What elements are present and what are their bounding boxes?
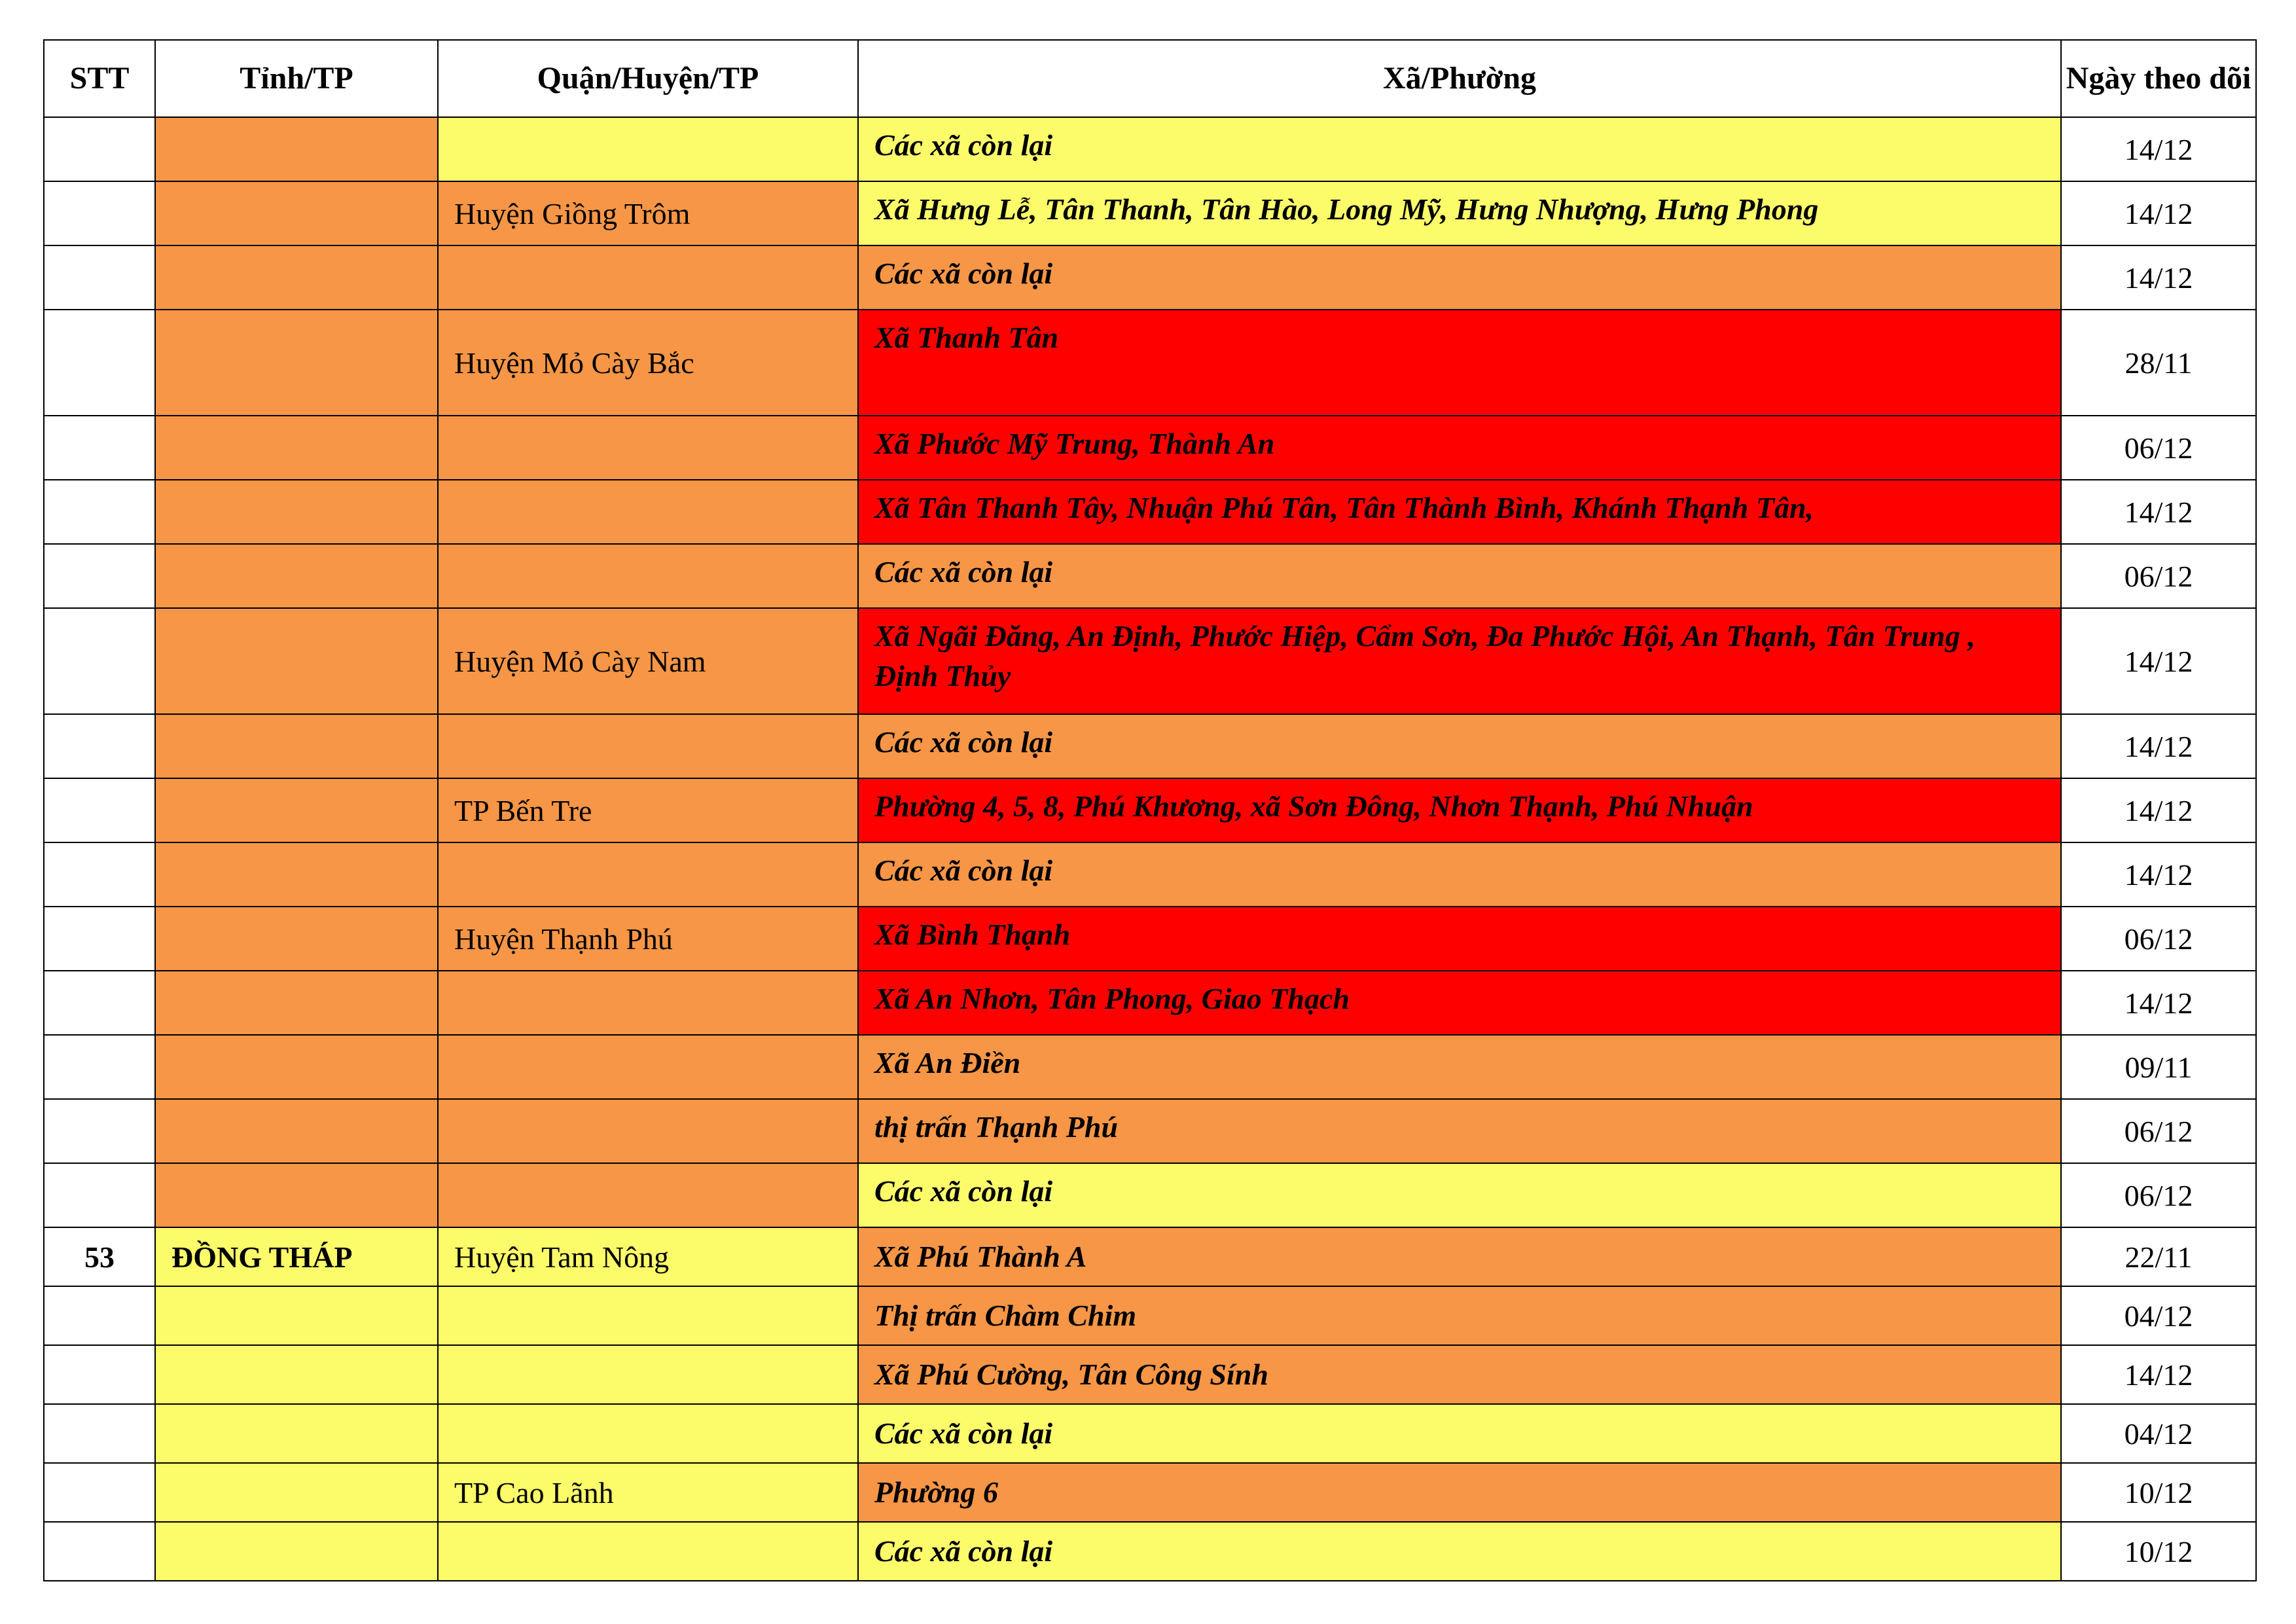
- cell-ward: Các xã còn lại: [858, 117, 2061, 181]
- cell-ward: Xã An Điền: [858, 1035, 2061, 1099]
- header-district: Quận/Huyện/TP: [438, 40, 858, 117]
- table-row: [44, 1099, 2256, 1163]
- cell-ward: Phường 4, 5, 8, Phú Khương, xã Sơn Đông, Nhơn Thạnh, Phú Nhuận: [858, 778, 2061, 842]
- table-row: [44, 245, 2256, 310]
- cell-district: [438, 842, 858, 907]
- table-row: [44, 714, 2256, 778]
- cell-stt: [44, 1404, 155, 1463]
- cell-date: 14/12: [2061, 1345, 2256, 1404]
- header-date: Ngày theo dõi: [2061, 40, 2256, 117]
- cell-ward: Xã Thanh Tân: [858, 310, 2061, 416]
- cell-date: 09/11: [2061, 1035, 2256, 1099]
- table-row: [44, 1463, 2256, 1522]
- cell-stt: [44, 778, 155, 842]
- cell-stt: [44, 907, 155, 971]
- cell-province: ĐỒNG THÁP: [155, 1227, 438, 1286]
- cell-ward: Xã Phú Thành A: [858, 1227, 2061, 1286]
- table-body: [44, 117, 2256, 1581]
- cell-date: 14/12: [2061, 117, 2256, 181]
- cell-date: 06/12: [2061, 544, 2256, 608]
- cell-stt: [44, 480, 155, 544]
- cell-province: [155, 1522, 438, 1581]
- cell-ward: Phường 6: [858, 1463, 2061, 1522]
- cell-date: 14/12: [2061, 245, 2256, 310]
- header-province: Tỉnh/TP: [155, 40, 438, 117]
- cell-date: 06/12: [2061, 1099, 2256, 1163]
- cell-province: [155, 1463, 438, 1522]
- table-row: [44, 1345, 2256, 1404]
- table-row: [44, 1286, 2256, 1345]
- cell-district: TP Bến Tre: [438, 778, 858, 842]
- cell-province: [155, 245, 438, 310]
- cell-province: [155, 842, 438, 907]
- cell-ward: Xã Ngãi Đăng, An Định, Phước Hiệp, Cẩm Sơn, Đa Phước Hội, An Thạnh, Tân Trung , Định Thủy: [858, 608, 2061, 714]
- cell-ward: Xã Tân Thanh Tây, Nhuận Phú Tân, Tân Thành Bình, Khánh Thạnh Tân,: [858, 480, 2061, 544]
- cell-district: Huyện Tam Nông: [438, 1227, 858, 1286]
- cell-ward: Các xã còn lại: [858, 842, 2061, 907]
- cell-stt: [44, 181, 155, 245]
- table-row: [44, 907, 2256, 971]
- cell-stt: [44, 1035, 155, 1099]
- cell-date: 28/11: [2061, 310, 2256, 416]
- cell-district: [438, 1404, 858, 1463]
- cell-date: 10/12: [2061, 1463, 2256, 1522]
- cell-province: [155, 608, 438, 714]
- table-row: [44, 608, 2256, 714]
- cell-stt: [44, 1522, 155, 1581]
- header-ward: Xã/Phường: [858, 40, 2061, 117]
- cell-stt: [44, 608, 155, 714]
- cell-district: [438, 714, 858, 778]
- cell-province: [155, 714, 438, 778]
- cell-date: 06/12: [2061, 907, 2256, 971]
- cell-stt: [44, 842, 155, 907]
- cell-district: [438, 544, 858, 608]
- cell-ward: Các xã còn lại: [858, 714, 2061, 778]
- cell-ward: Các xã còn lại: [858, 1522, 2061, 1581]
- cell-province: [155, 907, 438, 971]
- cell-stt: [44, 1463, 155, 1522]
- cell-province: [155, 310, 438, 416]
- cell-ward: Các xã còn lại: [858, 1163, 2061, 1227]
- cell-ward: Xã Phú Cường, Tân Công Sính: [858, 1345, 2061, 1404]
- cell-province: [155, 1099, 438, 1163]
- table-row: [44, 1163, 2256, 1227]
- cell-province: [155, 1286, 438, 1345]
- cell-date: 14/12: [2061, 181, 2256, 245]
- cell-stt: [44, 245, 155, 310]
- cell-stt: [44, 1163, 155, 1227]
- cell-ward: Xã An Nhơn, Tân Phong, Giao Thạch: [858, 971, 2061, 1035]
- table-row: [44, 1227, 2256, 1286]
- cell-stt: [44, 416, 155, 480]
- cell-ward: thị trấn Thạnh Phú: [858, 1099, 2061, 1163]
- cell-district: Huyện Thạnh Phú: [438, 907, 858, 971]
- cell-stt: [44, 971, 155, 1035]
- cell-province: [155, 1163, 438, 1227]
- cell-district: [438, 1099, 858, 1163]
- cell-district: Huyện Giồng Trôm: [438, 181, 858, 245]
- cell-district: [438, 1345, 858, 1404]
- cell-district: [438, 245, 858, 310]
- cell-district: [438, 416, 858, 480]
- cell-ward: Thị trấn Chàm Chim: [858, 1286, 2061, 1345]
- cell-district: [438, 971, 858, 1035]
- cell-date: 14/12: [2061, 778, 2256, 842]
- cell-ward: Các xã còn lại: [858, 1404, 2061, 1463]
- cell-district: [438, 480, 858, 544]
- cell-date: 14/12: [2061, 971, 2256, 1035]
- cell-province: [155, 117, 438, 181]
- cell-province: [155, 181, 438, 245]
- cell-date: 04/12: [2061, 1404, 2256, 1463]
- header-row: [44, 40, 2256, 117]
- cell-district: [438, 1286, 858, 1345]
- cell-date: 06/12: [2061, 1163, 2256, 1227]
- table-row: [44, 181, 2256, 245]
- cell-stt: [44, 1286, 155, 1345]
- cell-date: 04/12: [2061, 1286, 2256, 1345]
- cell-province: [155, 480, 438, 544]
- header-stt: STT: [44, 40, 155, 117]
- cell-stt: [44, 544, 155, 608]
- cell-stt: [44, 714, 155, 778]
- table-row: [44, 310, 2256, 416]
- cell-stt: [44, 1099, 155, 1163]
- cell-date: 06/12: [2061, 416, 2256, 480]
- cell-district: TP Cao Lãnh: [438, 1463, 858, 1522]
- cell-ward: Xã Bình Thạnh: [858, 907, 2061, 971]
- table-row: [44, 842, 2256, 907]
- table-row: [44, 117, 2256, 181]
- cell-date: 14/12: [2061, 608, 2256, 714]
- cell-province: [155, 1035, 438, 1099]
- cell-ward: Xã Phước Mỹ Trung, Thành An: [858, 416, 2061, 480]
- cell-stt: [44, 1345, 155, 1404]
- cell-ward: Các xã còn lại: [858, 245, 2061, 310]
- cell-province: [155, 971, 438, 1035]
- cell-stt: 53: [44, 1227, 155, 1286]
- table-row: [44, 778, 2256, 842]
- cell-stt: [44, 310, 155, 416]
- cell-date: 14/12: [2061, 842, 2256, 907]
- cell-stt: [44, 117, 155, 181]
- cell-district: [438, 1522, 858, 1581]
- cell-province: [155, 544, 438, 608]
- commune-monitoring-table: [43, 39, 2257, 1581]
- cell-district: [438, 1035, 858, 1099]
- cell-ward: Xã Hưng Lễ, Tân Thanh, Tân Hào, Long Mỹ, Hưng Nhượng, Hưng Phong: [858, 181, 2061, 245]
- table-row: [44, 1035, 2256, 1099]
- cell-district: [438, 1163, 858, 1227]
- table-row: [44, 971, 2256, 1035]
- cell-district: Huyện Mỏ Cày Nam: [438, 608, 858, 714]
- table-row: [44, 480, 2256, 544]
- cell-province: [155, 778, 438, 842]
- table-row: [44, 1522, 2256, 1581]
- table-row: [44, 1404, 2256, 1463]
- cell-district: Huyện Mỏ Cày Bắc: [438, 310, 858, 416]
- table-row: [44, 544, 2256, 608]
- cell-province: [155, 1345, 438, 1404]
- cell-ward: Các xã còn lại: [858, 544, 2061, 608]
- cell-date: 14/12: [2061, 714, 2256, 778]
- cell-date: 10/12: [2061, 1522, 2256, 1581]
- cell-province: [155, 1404, 438, 1463]
- cell-province: [155, 416, 438, 480]
- cell-district: [438, 117, 858, 181]
- table-row: [44, 416, 2256, 480]
- cell-date: 22/11: [2061, 1227, 2256, 1286]
- cell-date: 14/12: [2061, 480, 2256, 544]
